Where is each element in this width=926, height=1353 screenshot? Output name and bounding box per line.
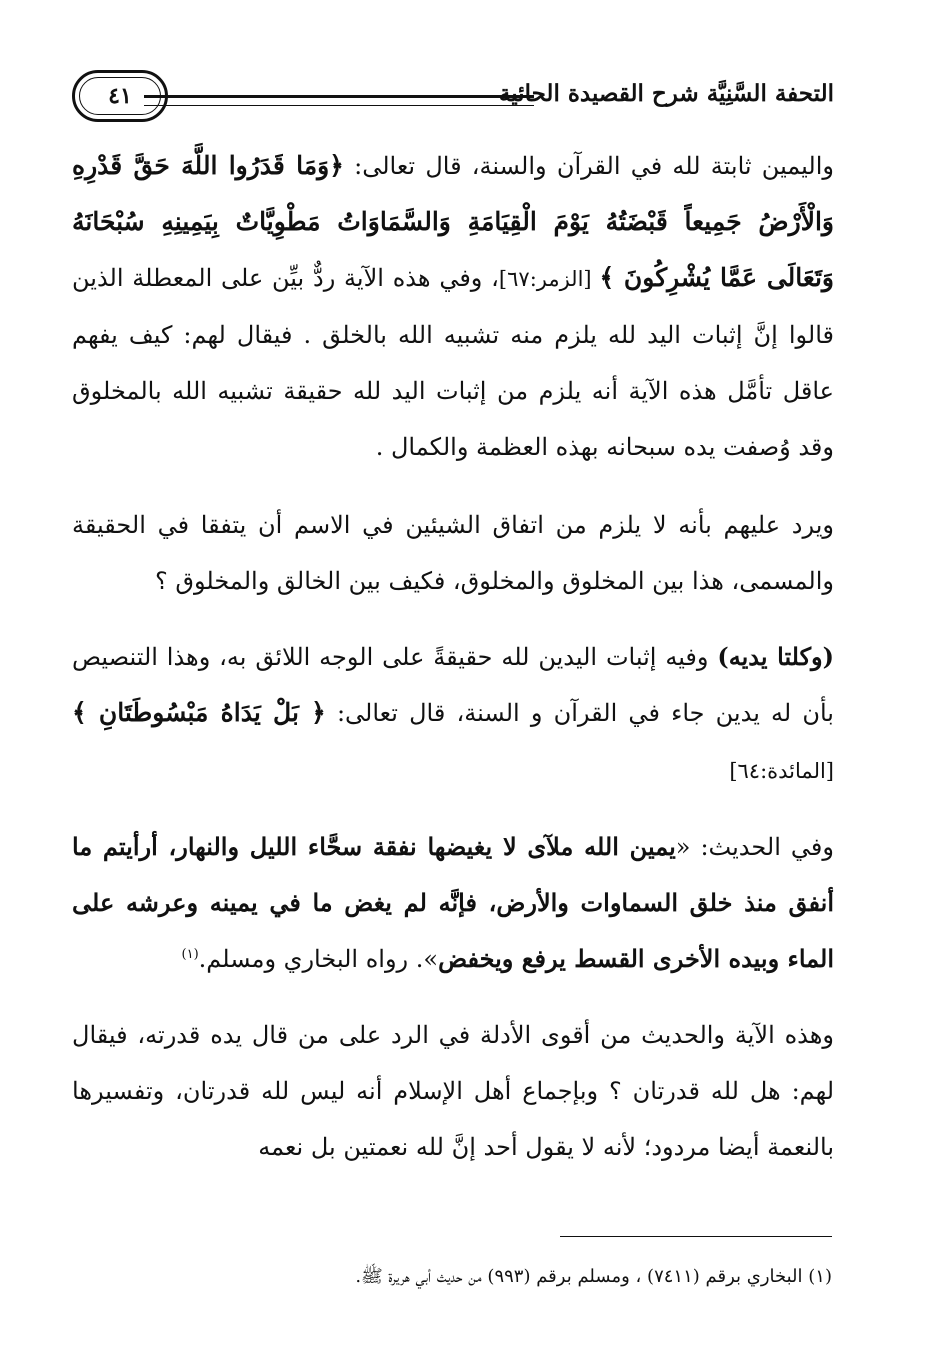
page-number-frame — [72, 70, 168, 122]
footnote-ref: (١) — [181, 947, 199, 962]
paragraph — [72, 497, 834, 609]
paragraph — [72, 629, 834, 799]
text-run: وهذه الآية والحديث من أقوى الأدلة في الرد على من قال يده قدرته، فيقال لهم: هل لله قدرتان ؟ وبإجماع أهل الإسلام أنه ليس لله قدرتان، وتفسيرها بالنعمة أيضا مردود؛ لأنه لا يقول أحد إنَّ لله نعمتين بل نعمه — [72, 1021, 834, 1161]
footnote-separator — [560, 1236, 832, 1237]
header-rule — [144, 95, 534, 106]
quran-verse: ﴿ بَلْ يَدَاهُ مَبْسُوطَتَانِ ﴾ — [72, 698, 326, 727]
bold-run: (وكلتا يديه) — [717, 642, 834, 671]
text-run: وفيه إثبات اليدين لله حقيقةً على الوجه اللائق به، وهذا التنصيص بأن له يدين جاء في القرآن و السنة، قال تعالى: — [72, 643, 834, 727]
verse-reference: [الزمر:٦٧] — [498, 267, 600, 291]
bold-run: يمين الله ملآى لا يغيضها نفقة سحَّاء الليل والنهار، أرأيتم ما أنفق منذ خلق السماوات والأرض، فإنَّه لم يغض ما في يمينه وعرشه على الماء وبيده الأخرى القسط يرفع ويخفض — [72, 832, 834, 973]
page-number: ٤١ — [108, 83, 132, 109]
verse-reference: [المائدة:٦٤] — [729, 759, 834, 783]
page-body — [72, 138, 834, 1195]
book-title: التحفة السَّنِيَّة شرح القصيدة الحائية — [498, 80, 834, 107]
text-run: وفي الحديث: « — [675, 833, 834, 861]
page-header — [72, 66, 834, 130]
quran-verse: ﴿وَمَا قَدَرُوا اللَّهَ حَقَّ قَدْرِهِ وَالْأَرْضُ جَمِيعاً قَبْضَتُهُ يَوْمَ الْقِيَامَةِ وَالسَّمَاوَاتُ مَطْوِيَّاتٌ بِيَمِينِهِ سُبْحَانَهُ وَتَعَالَى عَمَّا يُشْرِكُونَ ﴾ — [72, 151, 835, 292]
text-run: ، وفي هذه الآية ردٌّ بيِّن على المعطلة الذين قالوا إنَّ إثبات اليد لله يلزم منه تشبيه الله بالخلق . فيقال لهم: كيف يفهم عاقل تأمَّل هذه الآية أنه يلزم من إثبات اليد لله حقيقة تشبيه الله بالمخلوق وقد وُصفت يده سبحانه بهذه العظمة والكمال . — [72, 264, 834, 461]
text-run: ويرد عليهم بأنه لا يلزم من اتفاق الشيئين في الاسم أن يتفقا في الحقيقة والمسمى، هذا بين المخلوق والمخلوق، فكيف بين الخالق والمخلوق ؟ — [72, 511, 834, 595]
footnote-marker: (١) — [808, 1266, 832, 1287]
text-run: واليمين ثابتة لله في القرآن والسنة، قال تعالى: — [343, 152, 834, 180]
footnote-text: البخاري برقم (٧٤١١) ، ومسلم برقم (٩٩٣) من حديث أبي هريرة ﷺ. — [355, 1266, 803, 1287]
paragraph — [72, 138, 834, 475]
paragraph — [72, 1007, 834, 1175]
paragraph — [72, 819, 834, 987]
text-run: ». رواه البخاري ومسلم. — [198, 945, 439, 973]
footnote — [120, 1264, 832, 1290]
